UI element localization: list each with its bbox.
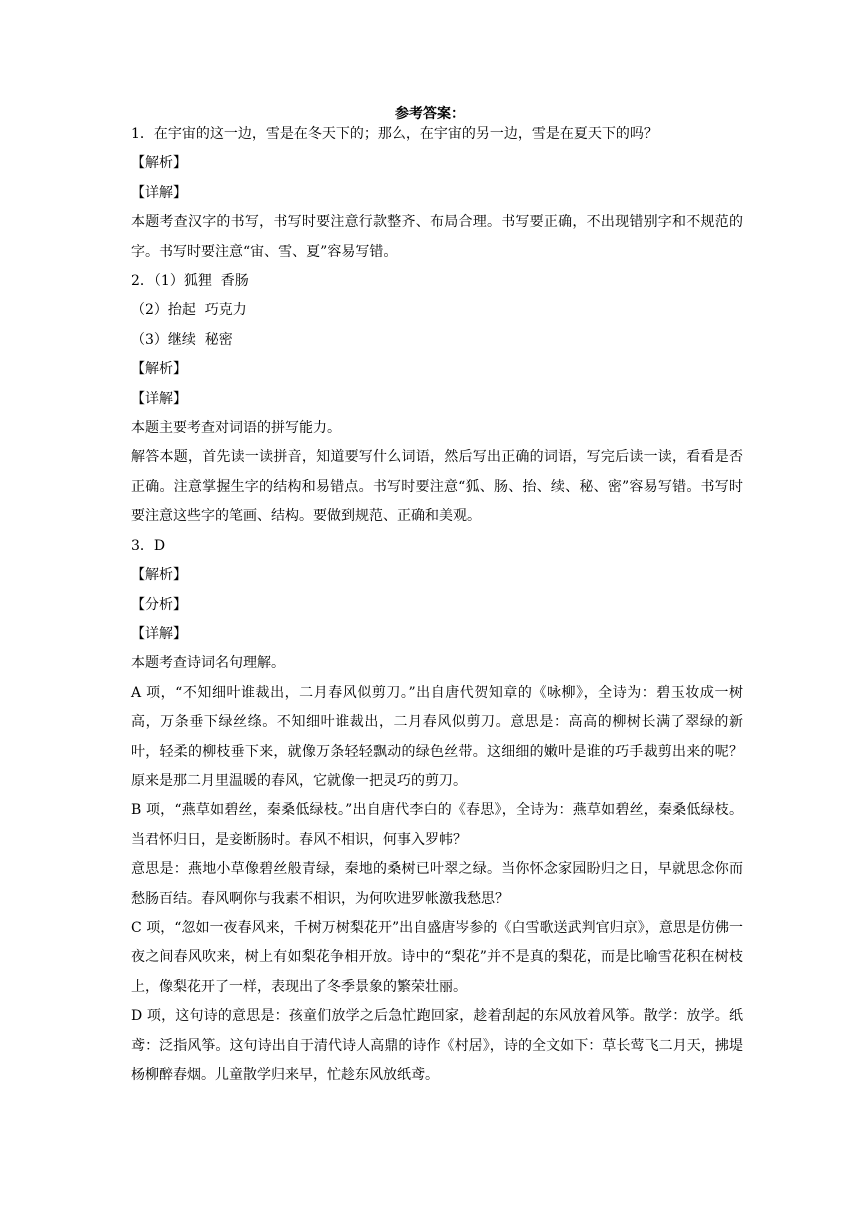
q3-option-b: B 项，“燕草如碧丝，秦桑低绿枝。”出自唐代李白的《春思》，全诗为：燕草如碧丝，秦桑低绿枝。当君怀归日，是妾断肠时。春风不相识，何事入罗帏？ [131, 802, 743, 848]
q1-xiangjie-label: 【详解】 [131, 184, 187, 201]
q2-answer-1: 2．（1）狐狸 香肠 [131, 273, 249, 290]
answer-content [131, 120, 743, 1090]
q2-xiangjie-label: 【详解】 [131, 390, 187, 407]
page-title: 参考答案： [395, 106, 465, 122]
q2-answer-3: （3）继续 秘密 [131, 331, 233, 348]
q1-answer: 1．在宇宙的这一边，雪是在冬天下的；那么，在宇宙的另一边，雪是在夏天下的吗？ [131, 126, 658, 142]
q3-jiexi-label: 【解析】 [131, 567, 187, 584]
q2-explanation-1: 本题主要考查对词语的拼写能力。 [131, 420, 341, 437]
q3-option-b-meaning: 意思是：燕地小草像碧丝般青绿，秦地的桑树已叶翠之绿。当你怀念家园盼归之日，早就思念你而愁肠百结。春风啊你与我素不相识，为何吹进罗帐激我愁思？ [131, 861, 743, 907]
q1-explanation: 本题考查汉字的书写，书写时要注意行款整齐、布局合理。书写要正确，不出现错别字和不规范的字。书写时要注意“宙、雪、夏”容易写错。 [131, 214, 743, 260]
q1-jiexi-label: 【解析】 [131, 155, 187, 172]
q3-option-a: A 项，“不知细叶谁裁出，二月春风似剪刀。”出自唐代贺知章的《咏柳》，全诗为：碧玉妆成一树高，万条垂下绿丝绦。不知细叶谁裁出，二月春风似剪刀。意思是：高高的柳树长满了翠绿的新叶，轻柔的柳枝垂下来，就像万条轻轻飘动的绿色丝带。这细细的嫩叶是谁的巧手裁剪出来的呢？原来是那二月里温暖的春风，它就像一把灵巧的剪刀。 [131, 684, 743, 789]
q3-fenxi-label: 【分析】 [131, 596, 187, 613]
q2-answer-2: （2）抬起 巧克力 [131, 302, 247, 319]
q3-answer: 3．D [131, 537, 166, 554]
q3-option-c: C 项，“忽如一夜春风来，千树万树梨花开”出自盛唐岑参的《白雪歌送武判官归京》，意思是仿佛一夜之间春风吹来，树上有如梨花争相开放。诗中的“梨花”并不是真的梨花，而是比喻雪花积在树枝上，像梨花开了一样，表现出了冬季景象的繁荣壮丽。 [131, 919, 743, 995]
q3-intro: 本题考查诗词名句理解。 [131, 655, 285, 672]
q2-jiexi-label: 【解析】 [131, 361, 187, 378]
q2-explanation-2: 解答本题，首先读一读拼音，知道要写什么词语，然后写出正确的词语，写完后读一读，看看是否正确。注意掌握生字的结构和易错点。书写时要注意“狐、肠、抬、续、秘、密”容易写错。书写时要注意这些字的笔画、结构。要做到规范、正确和美观。 [131, 449, 743, 525]
q3-option-d: D 项，这句诗的意思是：孩童们放学之后急忙跑回家，趁着刮起的东风放着风筝。散学：放学。纸鸢：泛指风筝。这句诗出自于清代诗人高鼎的诗作《村居》，诗的全文如下：草长莺飞二月天，拂堤杨柳醉春烟。儿童散学归来早，忙趁东风放纸鸢。 [131, 1008, 743, 1083]
q3-xiangjie-label: 【详解】 [131, 625, 187, 642]
